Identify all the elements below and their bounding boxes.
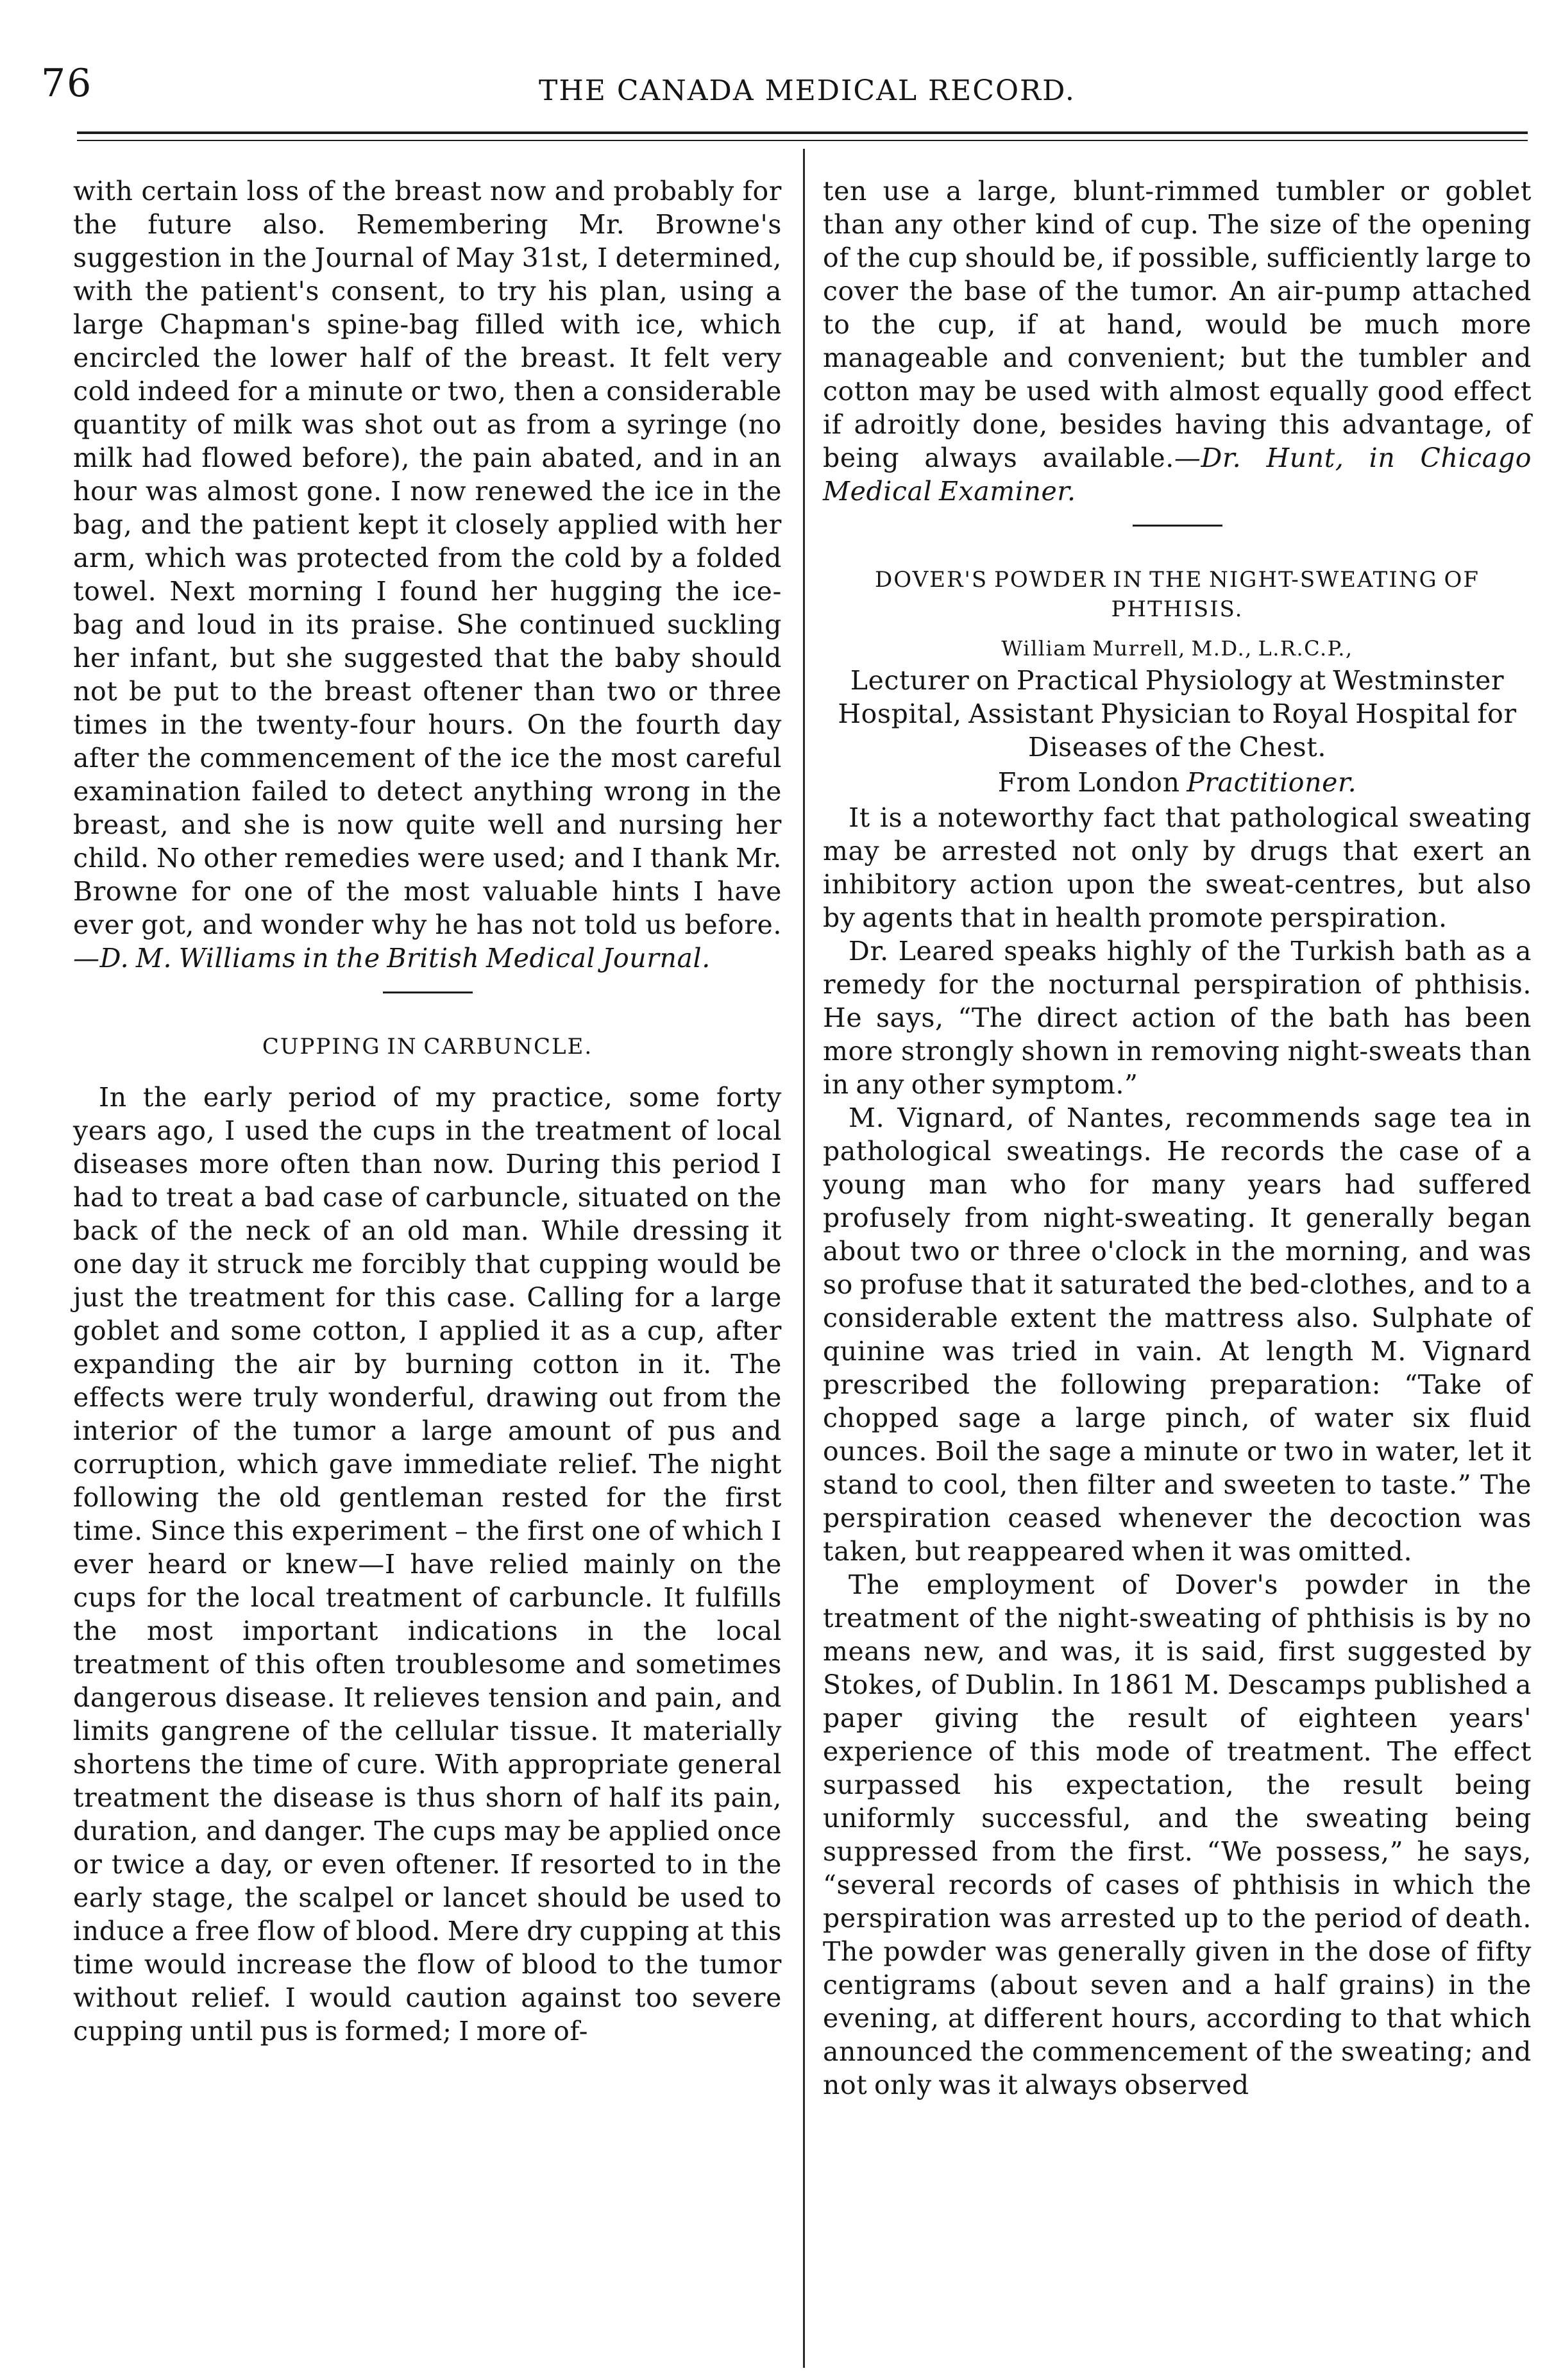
paragraph-text: with certain loss of the breast now and probably for the future also. Remembering Mr. Browne's suggestion in the Journal of May 31st, I determined, with the patient's consent, to try his plan, using a large Chapman's spine-bag filled with ice, which encircled the lower half of the breast. It felt very cold indeed for a minute or two, then a considerable quantity of milk was shot out as from a syringe (no milk had flowed before), the pain abated, and in an hour was almost gone. I now renewed the ice in the bag, and the patient kept it closely applied with her arm, which was protected from the cold by a folded towel. Next morning I found her hugging the ice-bag and loud in its praise. She continued suckling her infant, but she suggested that the baby should not be put to the breast oftener than two or three times in the twenty-four hours. On the fourth day after the commencement of the ice the most careful examination failed to detect anything wrong in the breast, and she is now quite well and nursing her child. No other remedies were used; and I thank Mr. Browne for one of the most valuable hints I have ever got, and wonder why he has not told us before. xyxy=(73,176,782,940)
article-paragraph: The employment of Dover's powder in the treatment of the night-sweating of phthisis is by no means new, and was, it is said, first suggested by Stokes, of Dublin. In 1861 M. Descamps published a paper giving the result of eighteen years' experience of this mode of treatment. The effect surpassed his expectation, the result being uniformly successful, and the sweating being suppressed from the first. “We possess,” he says, “several records of cases of phthisis in which the perspiration was arrested up to the period of death. The powder was generally given in the dose of fifty centigrams (about seven and a half grains) in the evening, at different hours, according to that which announced the commencement of the sweating; and not only was it always observed xyxy=(823,1569,1532,2100)
header-rule-thin xyxy=(77,140,1528,141)
author-name: William Murrell, M.D., L.R.C.P., xyxy=(1001,636,1353,661)
source-citation: —Dr. Hunt, in Chicago Medical Examiner. xyxy=(823,443,1532,507)
page-number: 76 xyxy=(41,61,93,106)
article-continuation-paragraph xyxy=(823,174,1532,508)
section-separator xyxy=(1133,525,1222,527)
article-paragraph: In the early period of my practice, some forty years ago, I used the cups in the treatment of local diseases more often than now. During this period I had to treat a bad case of carbuncle, situated on the back of the neck of an old man. While dressing it one day it struck me forcibly that cupping would be just the treatment for this case. Calling for a large goblet and some cotton, I applied it as a cup, after expanding the air by burning cotton in it. The effects were truly wonderful, drawing out from the interior of the tumor a large amount of pus and corruption, which gave immediate relief. The night following the old gentleman rested for the first time. Since this experiment – the first one of which I ever heard or knew—I have relied mainly on the cups for the local treatment of carbuncle. It fulfills the most important indications in the local treatment of this often troublesome and sometimes dangerous disease. It relieves tension and pain, and limits gangrene of the cellular tissue. It materially shortens the time of cure. With appropriate general treatment the disease is thus shorn of half its pain, duration, and danger. The cups may be applied once or twice a day, or even oftener. If resorted to in the early stage, the scalpel or lancet should be used to induce a free flow of blood. Mere dry cupping at this time would increase the flow of blood to the tumor without relief. I would caution against too severe cupping until pus is formed; I more of- xyxy=(73,1082,782,2047)
right-column xyxy=(823,174,1532,2102)
article-continuation-paragraph xyxy=(73,174,782,975)
left-column xyxy=(73,174,782,2048)
article-heading: DOVER'S POWDER IN THE NIGHT-SWEATING OF PHTHISIS. xyxy=(875,567,1480,622)
source-prefix: From London xyxy=(997,767,1180,798)
source-journal: Practitioner. xyxy=(1187,767,1357,798)
paragraph-text: ten use a large, blunt-rimmed tumbler or goblet than any other kind of cup. The size of the opening of the cup should be, if possible, sufficiently large to cover the base of the tumor. An air-pump attached to the cup, if at hand, would be much more manageable and convenient; but the tumbler and cotton may be used with almost equally good effect if adroitly done, besides having this advantage, of being always available. xyxy=(823,176,1532,473)
source-citation: —D. M. Williams in the British Medical Journal. xyxy=(73,943,711,974)
article-paragraph: M. Vignard, of Nantes, recommends sage tea in pathological sweatings. He records the case of a young man who for many years had suffered profusely from night-sweating. It generally began about two or three o'clock in the morning, and was so profuse that it saturated the bed-clothes, and to a considerable extent the mattress also. Sulphate of quinine was tried in vain. At length M. Vignard prescribed the following preparation: “Take of chopped sage a large pinch, of water six fluid ounces. Boil the sage a minute or two in water, let it stand to cool, then filter and sweeten to taste.” The perspiration ceased whenever the decoction was taken, but reappeared when it was omitted. xyxy=(823,1102,1532,1567)
source-line xyxy=(823,764,1532,801)
article-paragraph: It is a noteworthy fact that pathological sweating may be arrested not only by drugs that exert an inhibitory action upon the sweat-centres, but also by agents that in health promote perspiration. xyxy=(823,802,1532,933)
header-rule xyxy=(77,131,1528,134)
article-heading: CUPPING IN CARBUNCLE. xyxy=(262,1034,593,1059)
running-title: THE CANADA MEDICAL RECORD. xyxy=(539,74,1076,107)
article-paragraph: Dr. Leared speaks highly of the Turkish bath as a remedy for the nocturnal perspiration of phthisis. He says, “The direct action of the bath has been more strongly shown in removing night-sweats than in any other symptom.” xyxy=(823,936,1532,1100)
author-affiliation: Lecturer on Practical Physiology at Westminster Hospital, Assistant Physician to Royal Hospital for Diseases of the Chest. xyxy=(838,665,1517,763)
column-divider xyxy=(803,149,805,2368)
section-separator xyxy=(383,992,473,993)
